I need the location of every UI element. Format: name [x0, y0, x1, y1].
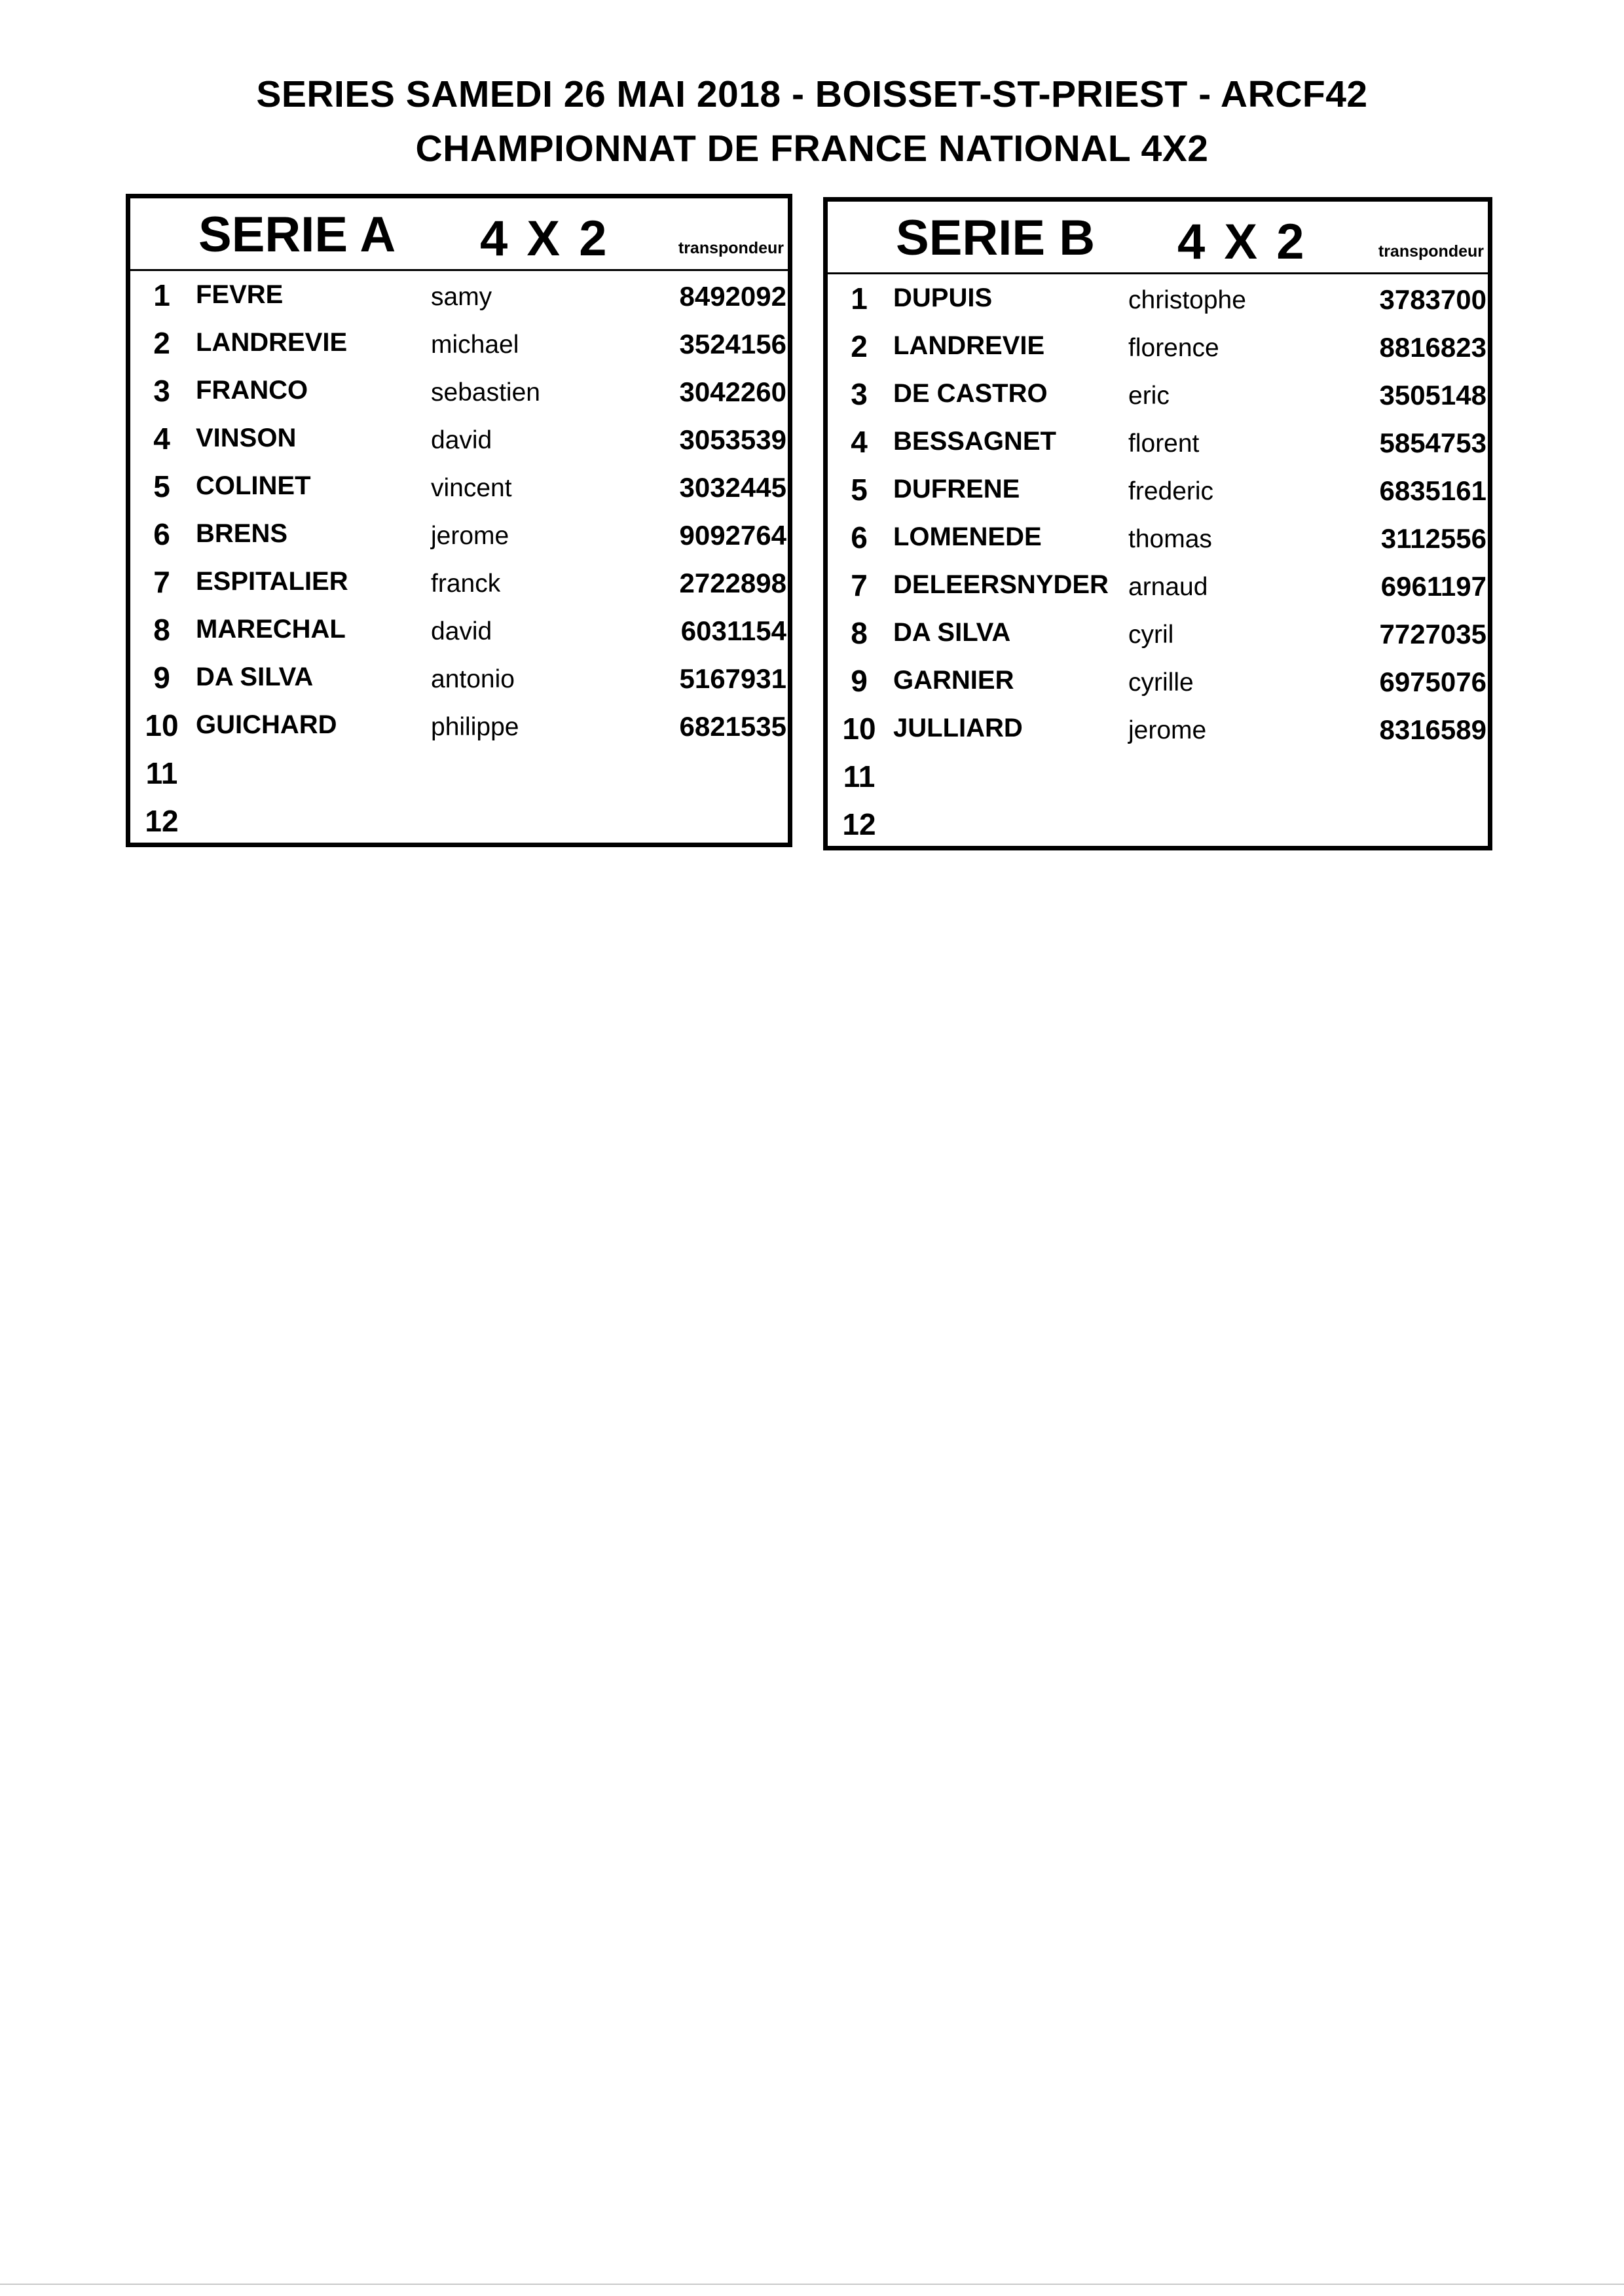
- pilot-last-name: DA SILVA: [196, 663, 314, 691]
- table-row: [828, 609, 1488, 657]
- table-row: [828, 561, 1488, 609]
- row-number: 10: [145, 708, 179, 742]
- document-title: SERIES SAMEDI 26 MAI 2018 - BOISSET-ST-PRIEST - ARCF42: [256, 73, 1368, 115]
- table-row: [130, 271, 788, 319]
- table-row: [130, 319, 788, 367]
- row-number: 1: [851, 282, 868, 316]
- transponder-code: 3032445: [679, 472, 786, 503]
- serie-a-title: SERIE A: [198, 207, 396, 263]
- pilot-last-name: GUICHARD: [196, 710, 337, 739]
- pilot-first-name: jerome: [431, 522, 509, 550]
- row-number: 2: [851, 329, 868, 363]
- row-number: 4: [851, 425, 868, 459]
- row-number: 11: [843, 759, 876, 793]
- table-row: [828, 418, 1488, 465]
- serie-b-title: SERIE B: [896, 210, 1096, 266]
- table-row: [130, 462, 788, 510]
- transponder-code: 6031154: [680, 615, 786, 646]
- pilot-last-name: BRENS: [196, 519, 288, 548]
- transponder-code: 3505148: [1379, 380, 1486, 410]
- transponder-code: 6821535: [679, 711, 786, 742]
- pilot-first-name: vincent: [431, 474, 512, 502]
- pilot-last-name: COLINET: [196, 471, 311, 500]
- serie-b-transponder-label: transpondeur: [1378, 242, 1484, 261]
- pilot-first-name: thomas: [1128, 525, 1212, 553]
- pilot-first-name: philippe: [431, 713, 519, 741]
- pilot-first-name: michael: [431, 331, 519, 359]
- transponder-code: 9092764: [679, 520, 786, 551]
- pilot-last-name: GARNIER: [893, 666, 1014, 695]
- document-subtitle: CHAMPIONNAT DE FRANCE NATIONAL 4X2: [415, 128, 1209, 170]
- pilot-last-name: DA SILVA: [893, 618, 1011, 647]
- pilot-first-name: arnaud: [1128, 573, 1208, 601]
- pilot-last-name: ESPITALIER: [196, 567, 348, 596]
- pilot-first-name: antonio: [431, 665, 515, 693]
- pilot-first-name: david: [431, 426, 492, 454]
- row-number: 8: [153, 613, 170, 647]
- pilot-first-name: florence: [1128, 334, 1219, 362]
- row-number: 3: [851, 377, 868, 411]
- row-number: 3: [153, 374, 170, 408]
- row-number: 2: [153, 326, 170, 360]
- transponder-code: 7727035: [1379, 619, 1486, 649]
- transponder-code: 8816823: [1379, 332, 1486, 363]
- pilot-first-name: jerome: [1128, 716, 1207, 744]
- transponder-code: 6961197: [1380, 571, 1486, 602]
- row-number: 10: [842, 712, 876, 746]
- row-number: 9: [153, 661, 170, 695]
- pilot-first-name: franck: [431, 570, 501, 598]
- pilot-first-name: cyrille: [1128, 668, 1194, 697]
- table-row: [828, 274, 1488, 322]
- transponder-code: 3524156: [679, 329, 786, 359]
- table-row: [130, 606, 788, 653]
- row-number: 9: [851, 664, 868, 698]
- serie-a-transponder-label: transpondeur: [678, 239, 784, 257]
- page-bottom-divider: [0, 2284, 1624, 2285]
- transponder-code: 5167931: [679, 663, 786, 694]
- transponder-code: 3053539: [679, 424, 786, 455]
- row-number: 1: [153, 278, 170, 312]
- pilot-last-name: DUFRENE: [893, 475, 1020, 503]
- row-number: 11: [145, 756, 178, 790]
- table-row: [828, 657, 1488, 704]
- row-number: 6: [851, 520, 868, 555]
- pilot-last-name: LANDREVIE: [893, 331, 1045, 360]
- row-number: 6: [153, 517, 170, 551]
- pilot-last-name: DE CASTRO: [893, 379, 1048, 408]
- transponder-code: 5854753: [1379, 428, 1486, 458]
- transponder-code: 3112556: [1380, 523, 1486, 554]
- pilot-first-name: david: [431, 617, 492, 646]
- table-row: [130, 749, 788, 797]
- serie-b-header: [828, 202, 1488, 274]
- serie-a-format: 4 X 2: [480, 211, 610, 266]
- table-row: [130, 701, 788, 749]
- table-row: [828, 465, 1488, 513]
- pilot-first-name: cyril: [1128, 621, 1174, 649]
- row-number: 12: [842, 807, 876, 841]
- table-row: [130, 367, 788, 414]
- serie-b-rows: [828, 274, 1488, 848]
- pilot-last-name: JULLIARD: [893, 714, 1023, 742]
- row-number: 12: [145, 804, 179, 838]
- row-number: 8: [851, 616, 868, 650]
- pilot-last-name: MARECHAL: [196, 615, 346, 644]
- pilot-last-name: DELEERSNYDER: [893, 570, 1109, 599]
- table-row: [828, 800, 1488, 848]
- row-number: 5: [153, 469, 170, 503]
- row-number: 7: [851, 568, 868, 602]
- row-number: 5: [851, 473, 868, 507]
- table-row: [130, 414, 788, 462]
- pilot-last-name: LOMENEDE: [893, 522, 1042, 551]
- pilot-last-name: BESSAGNET: [893, 427, 1056, 456]
- serie-b-format: 4 X 2: [1177, 214, 1307, 270]
- transponder-code: 3783700: [1379, 284, 1486, 315]
- table-row: [130, 510, 788, 558]
- table-row: [828, 322, 1488, 370]
- table-row: [130, 797, 788, 845]
- table-row: [130, 653, 788, 701]
- pilot-last-name: FEVRE: [196, 280, 284, 309]
- serie-a-rows: [130, 271, 788, 845]
- table-row: [828, 752, 1488, 800]
- transponder-code: 2722898: [679, 568, 786, 598]
- pilot-last-name: LANDREVIE: [196, 328, 348, 357]
- row-number: 7: [153, 565, 170, 599]
- pilot-first-name: florent: [1128, 429, 1200, 458]
- transponder-code: 8316589: [1379, 714, 1486, 745]
- pilot-last-name: FRANCO: [196, 376, 308, 405]
- pilot-last-name: VINSON: [196, 424, 297, 452]
- pilot-first-name: christophe: [1128, 286, 1246, 314]
- transponder-code: 6835161: [1379, 475, 1486, 506]
- table-row: [828, 704, 1488, 752]
- pilot-first-name: sebastien: [431, 378, 540, 407]
- transponder-code: 6975076: [1379, 666, 1486, 697]
- row-number: 4: [153, 422, 170, 456]
- serie-a-table: [126, 194, 792, 847]
- transponder-code: 3042260: [679, 376, 786, 407]
- serie-b-table: [823, 197, 1492, 850]
- pilot-first-name: eric: [1128, 382, 1170, 410]
- table-row: [130, 558, 788, 606]
- table-row: [828, 513, 1488, 561]
- transponder-code: 8492092: [679, 281, 786, 312]
- pilot-last-name: DUPUIS: [893, 283, 993, 312]
- serie-a-header: [130, 198, 788, 271]
- table-row: [828, 370, 1488, 418]
- pilot-first-name: samy: [431, 283, 492, 311]
- pilot-first-name: frederic: [1128, 477, 1214, 505]
